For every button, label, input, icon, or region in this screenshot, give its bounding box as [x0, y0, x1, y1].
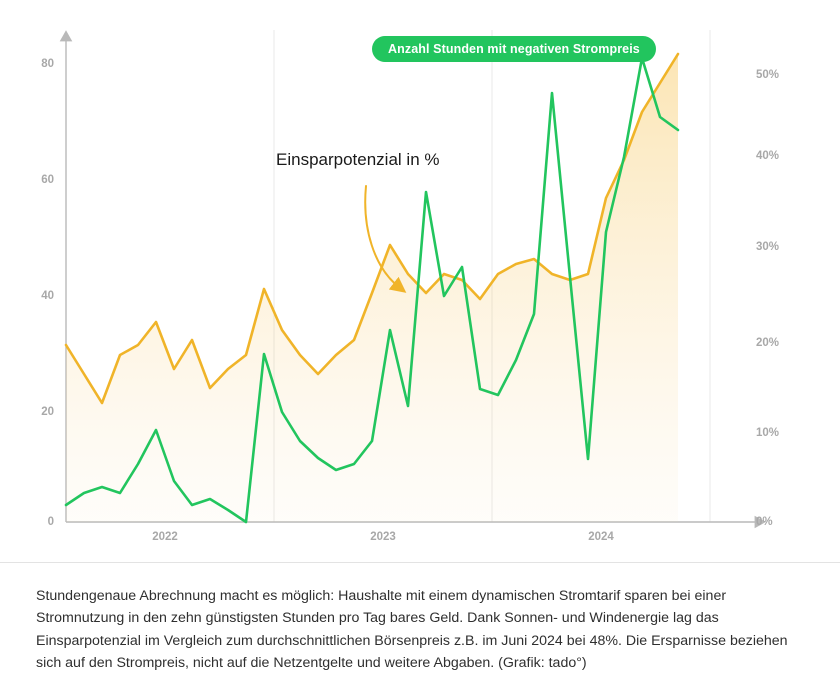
y2-axis-tick-50: 50%: [756, 69, 780, 81]
y-axis-tick-60: 60: [41, 174, 54, 186]
y2-axis-tick-0: 0%: [756, 516, 773, 528]
y2-axis-tick-30: 30%: [756, 241, 780, 253]
caption-block: [0, 562, 840, 675]
legend-badge-negative-hours: Anzahl Stunden mit negativen Strompreis: [372, 36, 656, 62]
caption-text: Stundengenaue Abrechnung macht es möglich: Haushalte mit einem dynamischen Stromtarif sparen bei einer Stromnutzung in den zehn günstigsten Stunden pro Tag bares Geld. Dank Sonnen- und Windenergie lag das Einsparpotenzial im Vergleich zum durchschnittlichen Börsenpreis z.B. im Juni 2024 bei 48%. Die Ersparnisse beziehen sich auf den Strompreis, nicht auf die Netzentgelte und weitere Abgaben. (Grafik: tado°): [36, 588, 788, 672]
x-axis-tick-2023: 2023: [370, 531, 396, 543]
y-axis-tick-20: 20: [41, 406, 54, 418]
x-axis-tick-2024: 2024: [588, 531, 614, 543]
annotation-savings-label: Einsparpotenzial in %: [276, 150, 440, 169]
y2-axis-tick-40: 40%: [756, 150, 780, 162]
y-axis-tick-0: 0: [47, 516, 54, 528]
y2-axis-tick-10: 10%: [756, 427, 780, 439]
x-axis-tick-2022: 2022: [152, 531, 178, 543]
y-axis-tick-80: 80: [41, 58, 54, 70]
y2-axis-tick-20: 20%: [756, 337, 780, 349]
y-axis-tick-40: 40: [41, 290, 54, 302]
